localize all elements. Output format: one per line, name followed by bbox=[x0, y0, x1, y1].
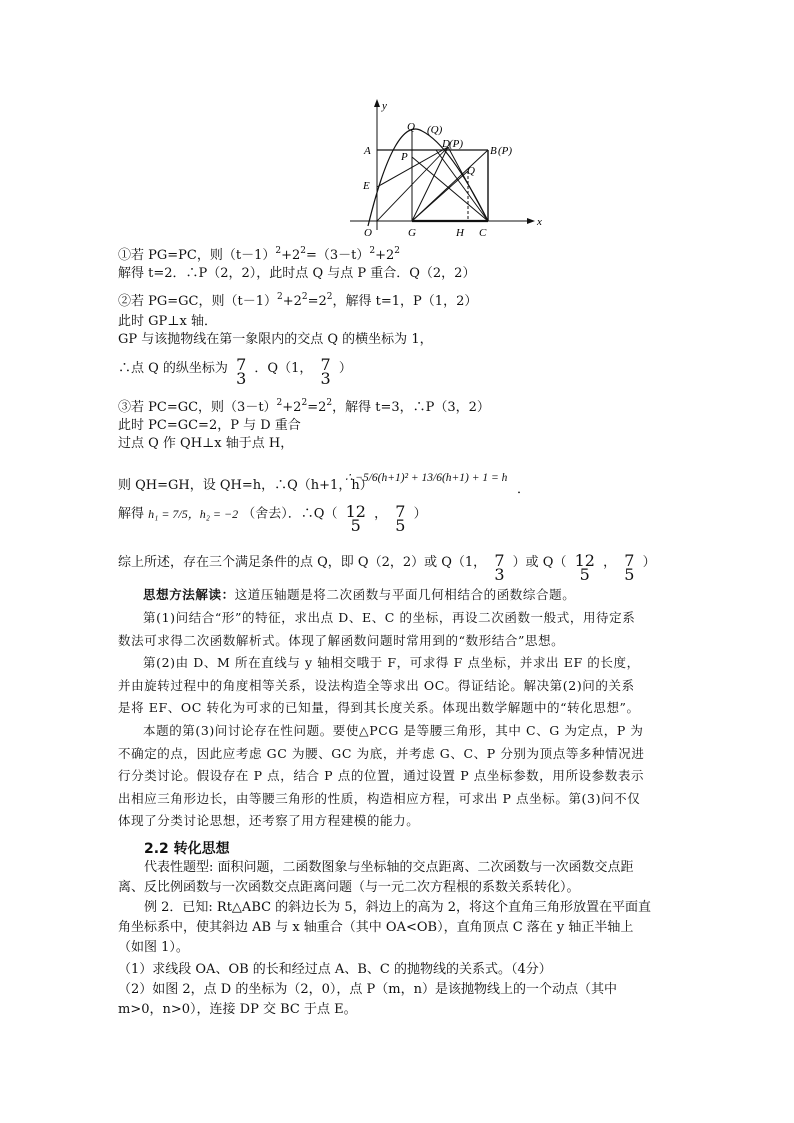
equation-roots: h₁ = 7/5，h₂ = −2 bbox=[148, 507, 239, 521]
typical-problems: 代表性题型: 面积问题，二函数图象与坐标轴的交点距离、二次函数与一次函数交点距离、反比例函数与一次函数交点距离问题（与一元二次方程根的系数关系转化）。 bbox=[118, 860, 634, 895]
case1-result: 解得 t=2．∴P（2，2），此时点 Q 与点 P 重合．Q（2，2） bbox=[118, 266, 476, 281]
label-BP: (P) bbox=[498, 145, 513, 157]
x-axis-arrow bbox=[527, 218, 535, 224]
analysis-part1: 第(1)问结合“形”的特征，求出点 D、E、C 的坐标，再设二次函数一般式，用待定系数法可求得二次函数解析式。体现了解函数问题时常用到的“数形结合”思想。 bbox=[118, 610, 636, 648]
fraction-12-5-b: 12 5 bbox=[574, 551, 595, 584]
fraction-7-3-b: 7 3 bbox=[320, 355, 331, 388]
case1-line: ①若 PG=PC，则$(t-1)^2+2^2=(3-t)^2+2^2$ bbox=[118, 246, 401, 263]
label-DP: (P) bbox=[449, 138, 464, 150]
fraction-7-5-b: 7 5 bbox=[624, 551, 635, 584]
analysis-intro: 思想方法解读：这道压轴题是将二次函数与平面几何相结合的函数综合题。 bbox=[143, 587, 576, 602]
case2-q-ordinate: ∴点 Q 的纵坐标为 7 3 ．Q（1， 7 3 ） bbox=[118, 355, 352, 388]
label-P: P bbox=[401, 151, 408, 163]
section-heading: 2.2 转化思想 bbox=[144, 841, 230, 857]
case2-intersection: GP 与该抛物线在第一象限内的交点 Q 的横坐标为 1， bbox=[118, 332, 433, 347]
analysis-part3: 本题的第(3)问讨论存在性问题。要使△PCG 是等腰三角形，其中 C、G 为定点，P 为不确定的点，因此应考虑 GC 为腰、GC 为底，并考虑 G、C、P 分别为顶点等多种情况进行分类讨论。假设存在 P 点，结合 P 点的位置，通过设置 P 点坐标参数，用所设参数表示出相应三角形边长，由等腰三角形的性质，构造相应方程，可求出 P 点坐标。第(3)问不仅体现了分类讨论思想，还考察了用方程建模的能力。 bbox=[118, 723, 645, 828]
analysis-title: 思想方法解读： bbox=[143, 587, 235, 602]
case2-perpendicular: 此时 GP⊥x 轴． bbox=[118, 314, 217, 329]
analysis-part2: 第(2)由 D、M 所在直线与 y 轴相交哦于 F，可求得 F 点坐标，并求出 EF 的长度，并由旋转过程中的角度相等关系，设法构造全等求出 OC。得证结论。解决第(2)问的关系是将 EF、OC 转化为可求的已知量，得到其长度关系。体现出数学解题中的“转化思想”。 bbox=[118, 655, 640, 715]
line-G-D bbox=[412, 147, 448, 221]
fraction-7-3-c: 7 3 bbox=[494, 551, 505, 584]
example-2: 例 2．已知: Rt△ABC 的斜边长为 5，斜边上的高为 2，将这个直角三角形放置在平面直角坐标系中，使其斜边 AB 与 x 轴重合（其中 OA<OB），直角顶点 C 落在 y 轴正半轴上（如图 1）。 bbox=[118, 900, 651, 955]
case3-equation-line: 则 QH=GH，设 QH=h，∴Q（h+1，h） bbox=[118, 478, 373, 493]
case3-line: ③若 PC=GC，则$(3-t)^2+2^2=2^2$，解得 t=3，∴P（3，2） bbox=[118, 398, 490, 415]
fraction-12-5: 12 5 bbox=[345, 501, 366, 535]
equation-parabola: ∴ −5/6(h+1)² + 13/6(h+1) + 1 = h bbox=[345, 472, 508, 484]
line-C-Q2 bbox=[436, 150, 488, 221]
case2-line: ②若 PG=GC，则$(t-1)^2+2^2=2^2$，解得 t=1，P（1，2） bbox=[118, 292, 478, 309]
label-C: C bbox=[479, 227, 487, 239]
label-origin: O bbox=[364, 227, 372, 239]
coordinate-figure bbox=[340, 95, 560, 245]
case3-coincide: 此时 PC=GC=2，P 与 D 重合 bbox=[118, 418, 301, 433]
label-Q1: Q bbox=[407, 121, 415, 133]
label-G: G bbox=[408, 227, 416, 239]
case3-solution: 解得 h₁ = 7/5，h₂ = −2 （舍去）．∴Q（ 12 5 ， 7 5 ） bbox=[118, 501, 427, 535]
question-2: （2）如图 2，点 D 的坐标为（2，0），点 P（m，n）是该抛物线上的一个动点（其中 m>0，n>0），连接 DP 交 BC 于点 E。 bbox=[118, 982, 617, 1017]
label-Q3: Q bbox=[467, 165, 475, 177]
label-B: B bbox=[490, 145, 497, 157]
question-1: （1）求线段 OA、OB 的长和经过点 A、B、C 的抛物线的关系式。（4分） bbox=[118, 962, 552, 977]
fraction-7-3: 7 3 bbox=[236, 355, 247, 388]
fraction-7-5: 7 5 bbox=[395, 501, 406, 535]
equation-period: ． bbox=[517, 482, 531, 497]
y-axis-arrow bbox=[374, 99, 380, 107]
label-y: y bbox=[382, 100, 387, 112]
line-G-Q3 bbox=[412, 171, 468, 221]
conclusion-line: 综上所述，存在三个满足条件的点 Q，即 Q（2，2）或 Q（1， 7 3 ）或 Q（ 12 5 ， 7 5 ） bbox=[118, 551, 656, 584]
label-D: D bbox=[442, 138, 450, 150]
label-E: E bbox=[363, 180, 370, 192]
label-A: A bbox=[364, 145, 371, 157]
label-Q2: (Q) bbox=[427, 124, 443, 136]
label-H: H bbox=[456, 227, 464, 239]
case3-perpendicular: 过点 Q 作 QH⊥x 轴于点 H， bbox=[118, 436, 294, 451]
label-x: x bbox=[537, 216, 542, 228]
